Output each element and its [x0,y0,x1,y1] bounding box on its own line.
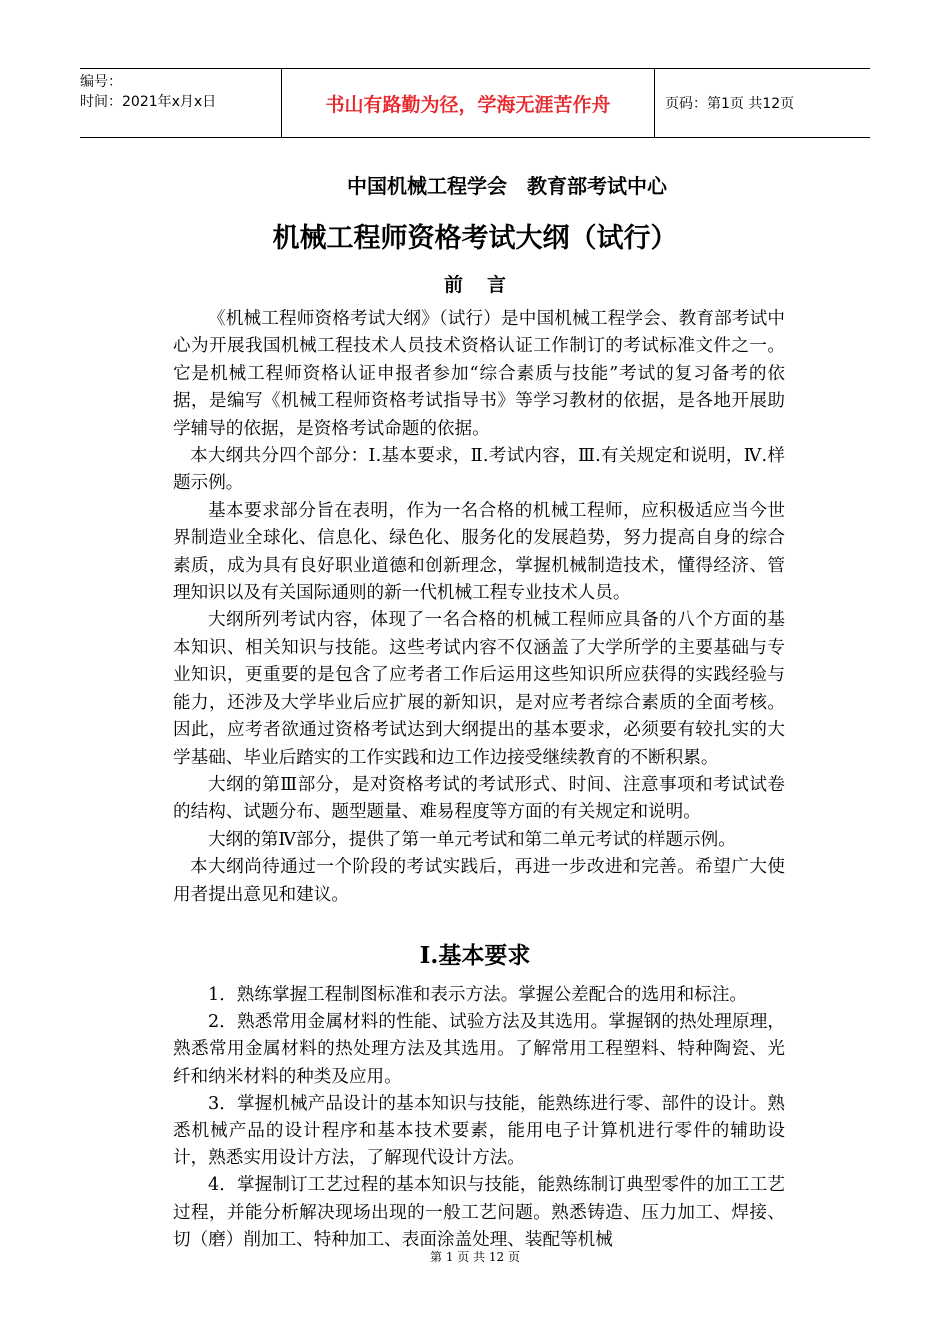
requirement-item: 2．熟悉常用金属材料的性能、试验方法及其选用。掌握钢的热处理原理，熟悉常用金属材料的热处理方法及其选用。了解常用工程塑料、特种陶瓷、光纤和纳米材料的种类及应用。 [173,1012,785,1087]
doc-date-label: 时间：2021年x月x日 [80,94,217,110]
preface-paragraph: 本大纲共分四个部分：Ⅰ.基本要求，Ⅱ.考试内容，Ⅲ.有关规定和说明，Ⅳ.样题示例。 [173,446,785,494]
preface-paragraph: 基本要求部分旨在表明，作为一名合格的机械工程师，应积极适应当今世界制造业全球化、信息化、绿色化、服务化的发展趋势，努力提高自身的综合素质，成为具有良好职业道德和创新理念，掌握机械制造技术，懂得经济、管理知识以及有关国际通则的新一代机械工程专业技术人员。 [173,500,785,604]
header-table [80,68,870,138]
requirement-item: 3．掌握机械产品设计的基本知识与技能，能熟练进行零、部件的设计。熟悉机械产品的设计程序和基本技术要素，能用电子计算机进行零件的辅助设计，熟悉实用设计方法，了解现代设计方法。 [173,1093,785,1169]
header-meta [80,69,281,137]
requirement-item: 4．掌握制订工艺过程的基本知识与技能，能熟练制订典型零件的加工工艺过程，并能分析解决现场出现的一般工艺问题。熟悉铸造、压力加工、焊接、切（磨）削加工、特种加工、表面涂盖处理、装配等机械 [173,1175,785,1250]
page-footer: 第 1 页 共 12 页 [430,1250,520,1264]
preface-paragraph: 《机械工程师资格考试大纲》（试行）是中国机械工程学会、教育部考试中心为开展我国机械工程技术人员技术资格认证工作制订的考试标准文件之一。它是机械工程师资格认证申报者参加“综合素质与技能”考试的复习备考的依据，是编写《机械工程师资格考试指导书》等学习教材的依据，是各地开展助学辅导的依据，是资格考试命题的依据。 [173,309,785,439]
preface-paragraph: 本大纲尚待通过一个阶段的考试实践后，再进一步改进和完善。希望广大使用者提出意见和建议。 [173,857,785,905]
organization-line: 中国机械工程学会 教育部考试中心 [347,174,667,198]
requirements-body [173,982,785,1254]
header-page-info: 页码：第1页 共12页 [665,96,795,112]
preface-heading: 前言 [443,274,530,296]
preface-body [173,306,785,909]
section-heading-basic-requirements: Ⅰ.基本要求 [419,942,531,969]
preface-paragraph: 大纲的第Ⅲ部分，是对资格考试的考试形式、时间、注意事项和考试试卷的结构、试题分布、题型题量、难易程度等方面的有关规定和说明。 [173,774,785,823]
header-motto: 书山有路勤为径，学海无涯苦作舟 [281,69,655,137]
document-title: 机械工程师资格考试大纲（试行） [272,223,678,254]
requirement-item: 1．熟练掌握工程制图标准和表示方法。掌握公差配合的选用和标注。 [208,985,748,1005]
doc-number-label: 编号： [80,74,122,90]
preface-paragraph: 大纲所列考试内容，体现了一名合格的机械工程师应具备的八个方面的基本知识、相关知识与技能。这些考试内容不仅涵盖了大学所学的主要基础与专业知识，更重要的是包含了应考者工作后运用这些知识所应获得的实践经验与能力，还涉及大学毕业后应扩展的新知识，是对应考者综合素质的全面考核。因此，应考者欲通过资格考试达到大纲提出的基本要求，必须要有较扎实的大学基础、毕业后踏实的工作实践和边工作边接受继续教育的不断积累。 [173,610,785,768]
preface-paragraph: 大纲的第Ⅳ部分，提供了第一单元考试和第二单元考试的样题示例。 [208,829,736,850]
